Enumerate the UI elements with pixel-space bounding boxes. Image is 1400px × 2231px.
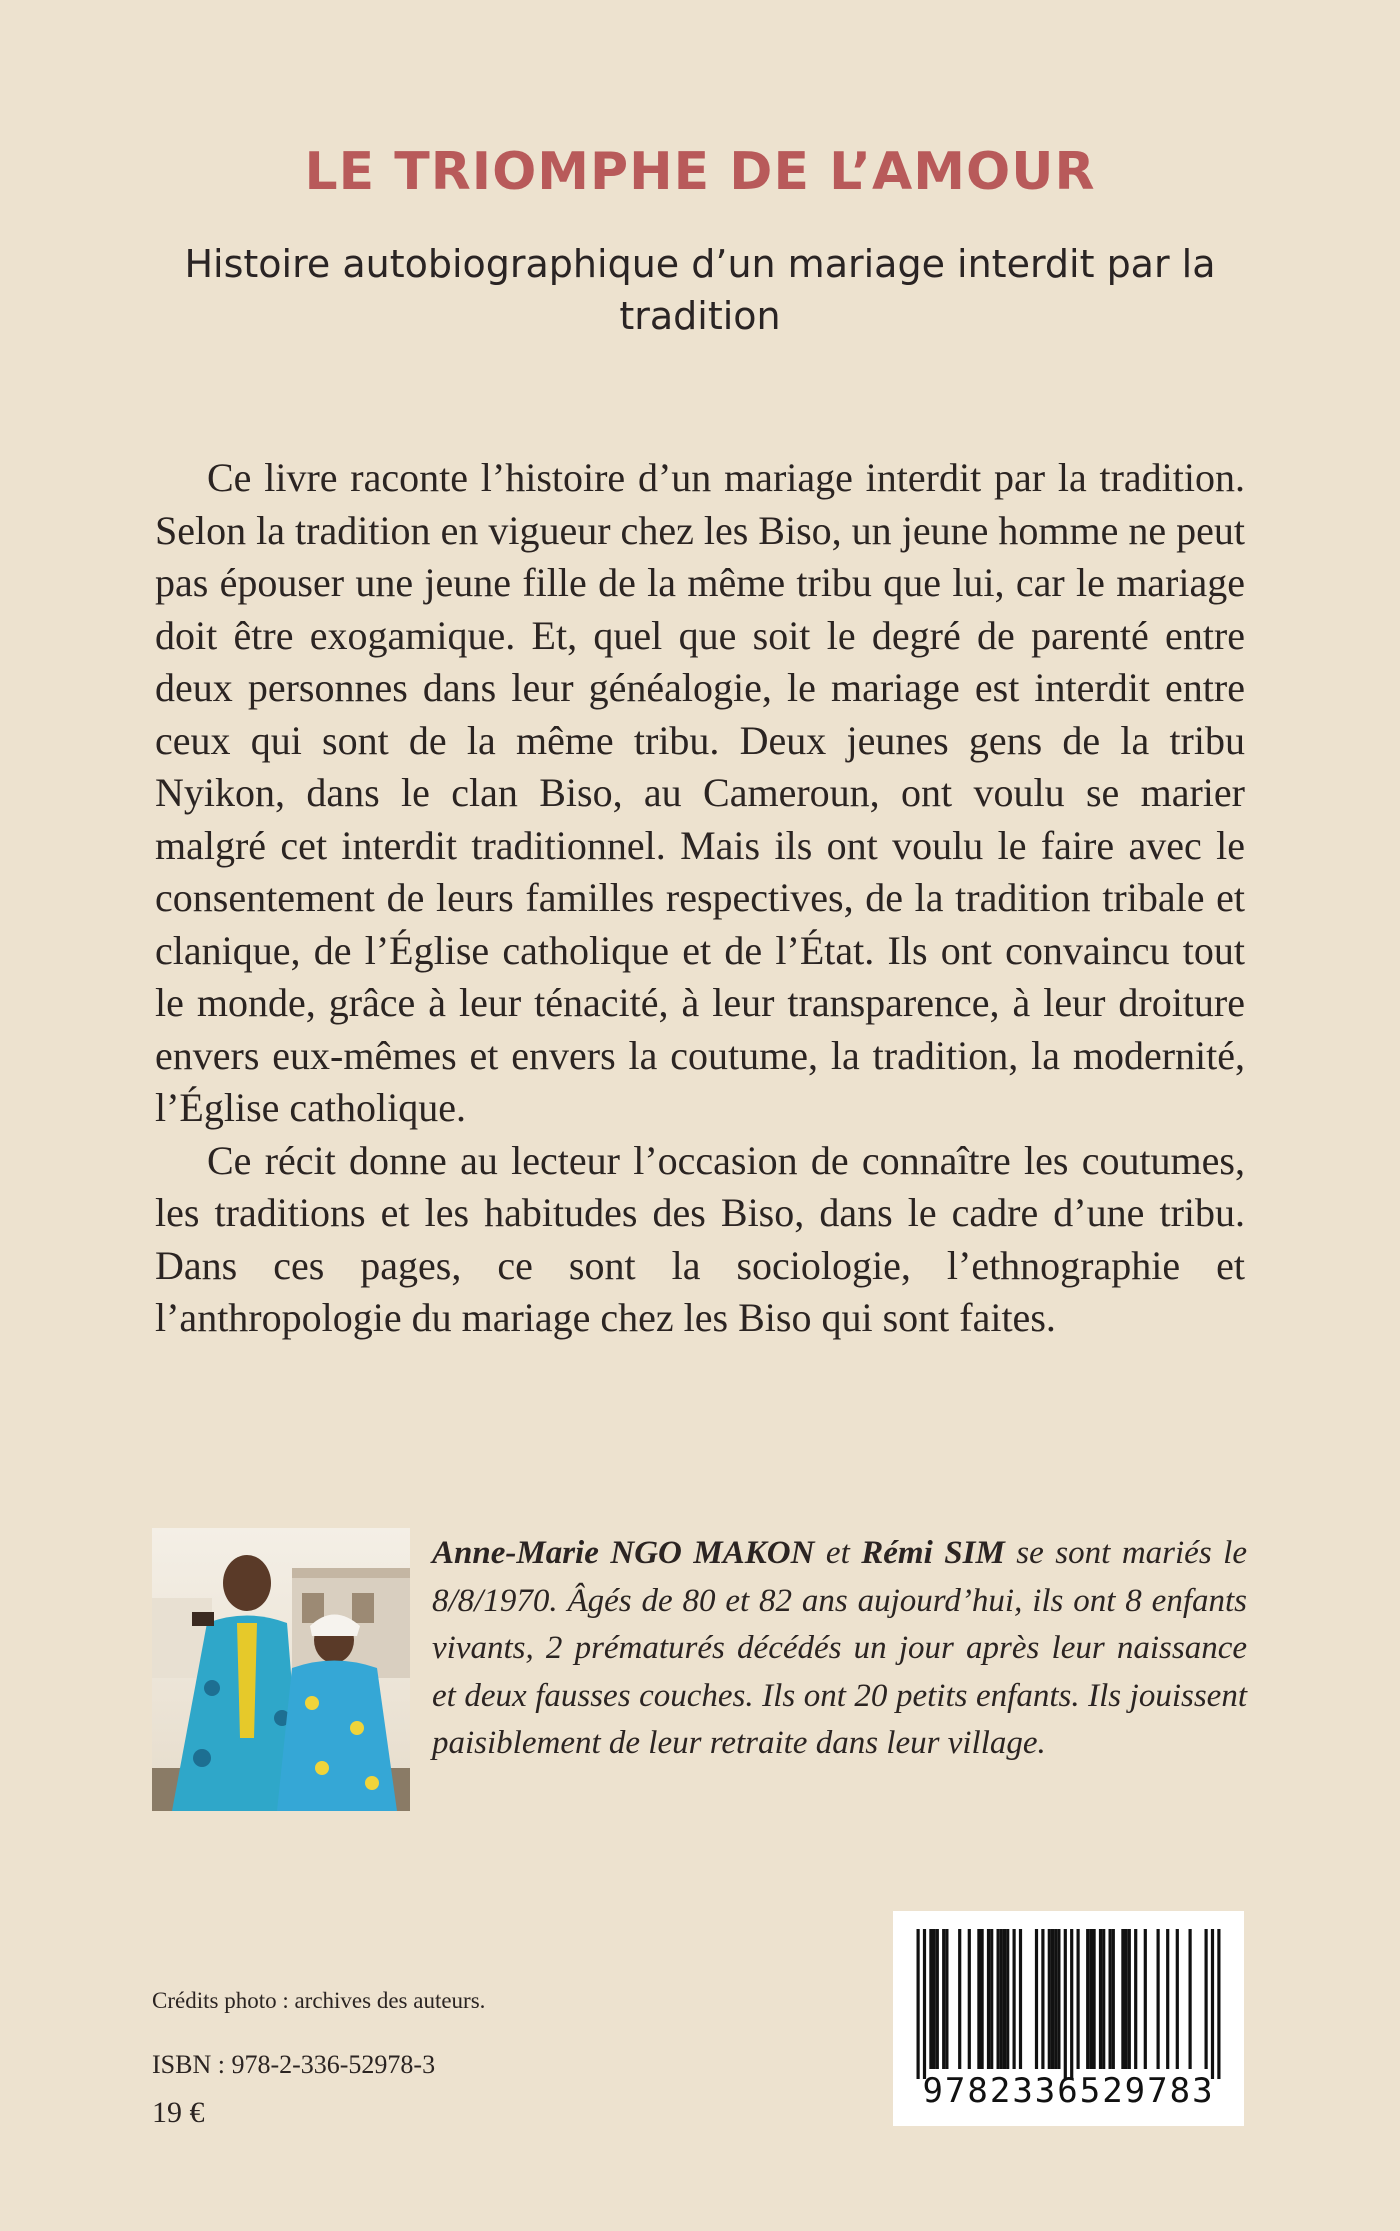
book-title: LE TRIOMPHE DE L’AMOUR	[304, 142, 1096, 202]
barcode-bar	[1217, 1929, 1220, 2079]
barcode-bar	[1089, 1929, 1092, 2069]
barcode-bar	[1013, 1929, 1016, 2069]
barcode-bar	[1006, 1929, 1009, 2069]
barcode-bar	[942, 1929, 945, 2069]
bio-text: se sont mariés le 8/8/1970. Âgés de 80 et 82 ans aujourd’hui, ils ont 8 enfants vivants, 2 prématurés décédés un jour après leur naissance et deux fausses couches. Ils ont 20 petits enfants. Ils jouissent paisiblement de leur retraite dans leur village.	[432, 1535, 1247, 1761]
barcode-bar	[1102, 1929, 1105, 2069]
barcode-bar	[1112, 1929, 1115, 2069]
barcode-bar	[1054, 1929, 1057, 2069]
barcode-bar	[1077, 1929, 1080, 2069]
summary-paragraph: Ce récit donne au lecteur l’occasion de connaître les coutumes, les traditions et les habitudes des Biso, dans le cadre d’une tribu. Dans ces pages, ce sont la sociologie, l’ethnographie et l’anthropologie du mariage chez les Biso qui sont faites.	[155, 1137, 1245, 1340]
barcode-bar	[1035, 1929, 1038, 2069]
price: 19 €	[152, 2096, 205, 2129]
barcode-bar	[917, 1929, 920, 2079]
barcode-bar	[1019, 1929, 1022, 2069]
barcode-bar	[1128, 1929, 1131, 2069]
barcode-bar	[1205, 1929, 1208, 2069]
barcode-bar	[1086, 1929, 1089, 2069]
barcode-bar	[1051, 1929, 1054, 2069]
barcode-bar	[945, 1929, 948, 2069]
barcode-bar	[1099, 1929, 1102, 2069]
barcode-bar	[1157, 1929, 1160, 2069]
barcode-bar	[1003, 1929, 1006, 2069]
authors-bio	[432, 1530, 1247, 1768]
barcode-bar	[1057, 1929, 1060, 2069]
summary-text	[155, 452, 1245, 1345]
barcode-bar	[968, 1929, 971, 2069]
author-name: Rémi SIM	[861, 1535, 1005, 1571]
barcode-bar	[977, 1929, 980, 2069]
barcode-bar	[1189, 1929, 1192, 2069]
barcode-bar	[958, 1929, 961, 2069]
barcode-bar	[1125, 1929, 1128, 2069]
barcode-bar	[1134, 1929, 1137, 2069]
barcode-bar	[1000, 1929, 1003, 2069]
barcode-bar	[933, 1929, 936, 2069]
barcode-bar	[929, 1929, 932, 2069]
barcode-bar	[1109, 1929, 1112, 2069]
photo-credits: Crédits photo : archives des auteurs.	[152, 1988, 486, 2013]
barcode-bar	[1211, 1929, 1214, 2079]
barcode-bar	[1048, 1929, 1051, 2069]
barcode	[893, 1911, 1244, 2126]
barcode-bar	[1093, 1929, 1096, 2069]
barcode-bar	[1070, 1929, 1073, 2079]
authors-photo	[152, 1528, 410, 1811]
barcode-bar	[1064, 1929, 1067, 2079]
barcode-bar	[997, 1929, 1000, 2069]
barcode-bar	[1121, 1929, 1124, 2069]
bio-conjunction: et	[814, 1535, 862, 1571]
summary-paragraph: Ce livre raconte l’histoire d’un mariage interdit par la tradition. Selon la tradition en vigueur chez les Biso, un jeune homme ne peut pas épouser une jeune fille de la même tribu que lui, car le mariage doit être exogamique. Et, quel que soit le degré de parenté entre deux personnes dans leur généalogie, le mariage est interdit entre ceux qui sont de la même tribu. Deux jeunes gens de la tribu Nyikon, dans le clan Biso, au Cameroun, ont voulu se marier malgré cet interdit traditionnel. Mais ils ont voulu le faire avec le consentement de leurs familles respectives, de la tradition tribale et clanique, de l’Église catholique et de l’État. Ils ont convaincu tout le monde, grâce à leur ténacité, à leur transparence, à leur droiture envers eux-mêmes et envers la coutume, la tradition, la modernité, l’Église catholique.	[155, 455, 1245, 1130]
barcode-bar	[1041, 1929, 1044, 2069]
barcode-bar	[1166, 1929, 1169, 2069]
isbn: ISBN : 978-2-336-52978-3	[152, 2050, 436, 2079]
barcode-bar	[990, 1929, 993, 2069]
book-subtitle: Histoire autobiographique d’un mariage interdit par la tradition	[184, 242, 1216, 338]
barcode-bar	[923, 1929, 926, 2079]
barcode-bar	[987, 1929, 990, 2069]
barcode-bar	[1176, 1929, 1179, 2069]
barcode-bar	[981, 1929, 984, 2069]
barcode-bar	[936, 1929, 939, 2069]
barcode-number: 9782336529783	[922, 2071, 1215, 2111]
barcode-bar	[1144, 1929, 1147, 2069]
author-name: Anne-Marie NGO MAKON	[432, 1535, 815, 1571]
